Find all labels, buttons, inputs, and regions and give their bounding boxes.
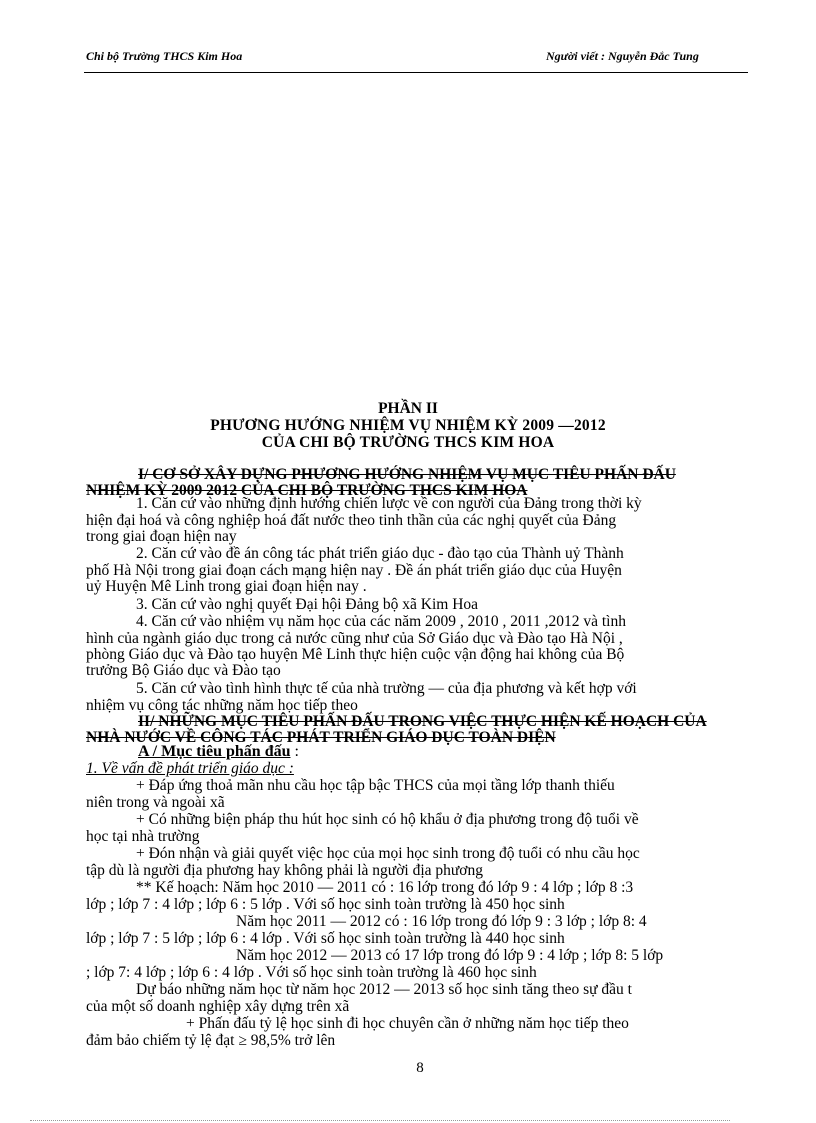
plan-line: lớp ; lớp 7 : 5 lớp ; lớp 6 : 4 lớp . Với số học sinh toàn trường là 440 học sinh [86, 930, 565, 947]
bullet-item: + Phấn đấu tỷ lệ học sinh đi học chuyên cần ở những năm học tiếp theo [186, 1015, 629, 1032]
paragraph: phố Hà Nội trong giai đoạn cách mạng hiện nay . Đề án phát triển giáo dục của Huyện [86, 562, 622, 579]
plan-line: Năm học 2011 — 2012 có : 16 lớp trong đó lớp 9 : 3 lớp ; lớp 8: 4 [236, 913, 647, 930]
bullet-item: + Đáp ứng thoả mãn nhu cầu học tập bậc THCS của mọi tầng lớp thanh thiếu [136, 777, 615, 794]
bullet-item: tập dù là người địa phương hay không phải là người địa phương [86, 862, 483, 879]
paragraph: nhiệm vụ công tác những năm học tiếp theo [86, 697, 358, 714]
header-rule [84, 72, 748, 73]
subheading-a-colon: : [290, 743, 299, 760]
bullet-item: đảm bảo chiếm tỷ lệ đạt ≥ 98,5% trở lên [86, 1032, 336, 1049]
running-header-right: Người viết : Nguyễn Đắc Tung [546, 49, 699, 63]
bullet-item: + Đón nhận và giải quyết việc học của mọi học sinh trong độ tuổi có nhu cầu học [136, 845, 640, 862]
subheading-a [138, 744, 299, 760]
paragraph: của một số doanh nghiệp xây dựng trên xã [86, 998, 350, 1015]
document-subtitle: CỦA CHI BỘ TRƯỜNG THCS KIM HOA [261, 434, 555, 451]
plan-line: ** Kế hoạch: Năm học 2010 — 2011 có : 16 lớp trong đó lớp 9 : 4 lớp ; lớp 8 :3 [136, 879, 634, 896]
bullet-item: niên trong và ngoài xã [86, 794, 225, 811]
paragraph: 5. Căn cứ vào tình hình thực tế của nhà trường — của địa phương và kết hợp với [136, 680, 637, 697]
paragraph: 3. Căn cứ vào nghị quyết Đại hội Đảng bộ xã Kim Hoa [136, 596, 479, 613]
section2-heading: II/ NHỮNG MỤC TIÊU PHẤN ĐẤU TRONG VIỆC THỰC HIỆN KẾ HOẠCH CỦA [138, 713, 707, 730]
paragraph: phòng Giáo dục và Đào tạo huyện Mê Linh thực hiện cuộc vận động hai không của Bộ [86, 646, 625, 663]
paragraph: 2. Căn cứ vào đề án công tác phát triển giáo dục - đào tạo của Thành uỷ Thành [136, 545, 624, 562]
running-header-left: Chi bộ Trường THCS Kim Hoa [86, 49, 243, 63]
plan-line: lớp ; lớp 7 : 4 lớp ; lớp 6 : 5 lớp . Với số học sinh toàn trường là 450 học sinh [86, 896, 565, 913]
paragraph: trưởng Bộ Giáo dục và Đào tạo [86, 662, 281, 679]
paragraph: hình của ngành giáo dục trong cả nước cũng như của Sở Giáo dục và Đào tạo Hà Nội , [86, 630, 623, 647]
document-title: PHƯƠNG HƯỚNG NHIỆM VỤ NHIỆM KỲ 2009 —2012 [210, 417, 606, 434]
subheading-a-text: A / Mục tiêu phấn đấu [138, 743, 291, 760]
paragraph: trong giai đoạn hiện nay [86, 528, 237, 545]
paragraph: 4. Căn cứ vào nhiệm vụ năm học của các năm 2009 , 2010 , 2011 ,2012 và tình [136, 613, 626, 630]
page-number: 8 [416, 1060, 424, 1076]
section1-heading-cont: NHIỆM KỲ 2009 2012 CỦA CHI BỘ TRƯỜNG THCS KIM HOA [86, 482, 528, 499]
paragraph: 1. Căn cứ vào những định hướng chiến lược về con người của Đảng trong thời kỳ [136, 495, 642, 512]
section2-heading-cont: NHÀ NƯỚC VỀ CÔNG TÁC PHÁT TRIỂN GIÁO DỤC TOÀN DIỆN [86, 729, 556, 746]
part-title: PHẦN II [378, 400, 438, 417]
section1-heading: I/ CƠ SỞ XÂY DỰNG PHƯƠNG HƯỚNG NHIỆM VỤ MỤC TIÊU PHẤN ĐẤU [138, 466, 676, 483]
paragraph: hiện đại hoá và công nghiệp hoá đất nước theo tinh thần của các nghị quyết của Đảng [86, 512, 617, 529]
paragraph: Dự báo những năm học từ năm học 2012 — 2013 số học sinh tăng theo sự đầu t [136, 981, 632, 998]
subheading-1: 1. Về vấn đề phát triển giáo dục : [86, 760, 294, 777]
plan-line: Năm học 2012 — 2013 có 17 lớp trong đó lớp 9 : 4 lớp ; lớp 8: 5 lớp [236, 947, 664, 964]
plan-line: ; lớp 7: 4 lớp ; lớp 6 : 4 lớp . Với số học sinh toàn trường là 460 học sinh [86, 964, 537, 981]
page-bottom-rule [30, 1120, 730, 1121]
bullet-item: học tại nhà trường [86, 828, 200, 845]
bullet-item: + Có những biện pháp thu hút học sinh có hộ khẩu ở địa phương trong độ tuổi về [136, 811, 639, 828]
paragraph: uỷ Huyện Mê Linh trong giai đoạn hiện nay . [86, 578, 367, 595]
